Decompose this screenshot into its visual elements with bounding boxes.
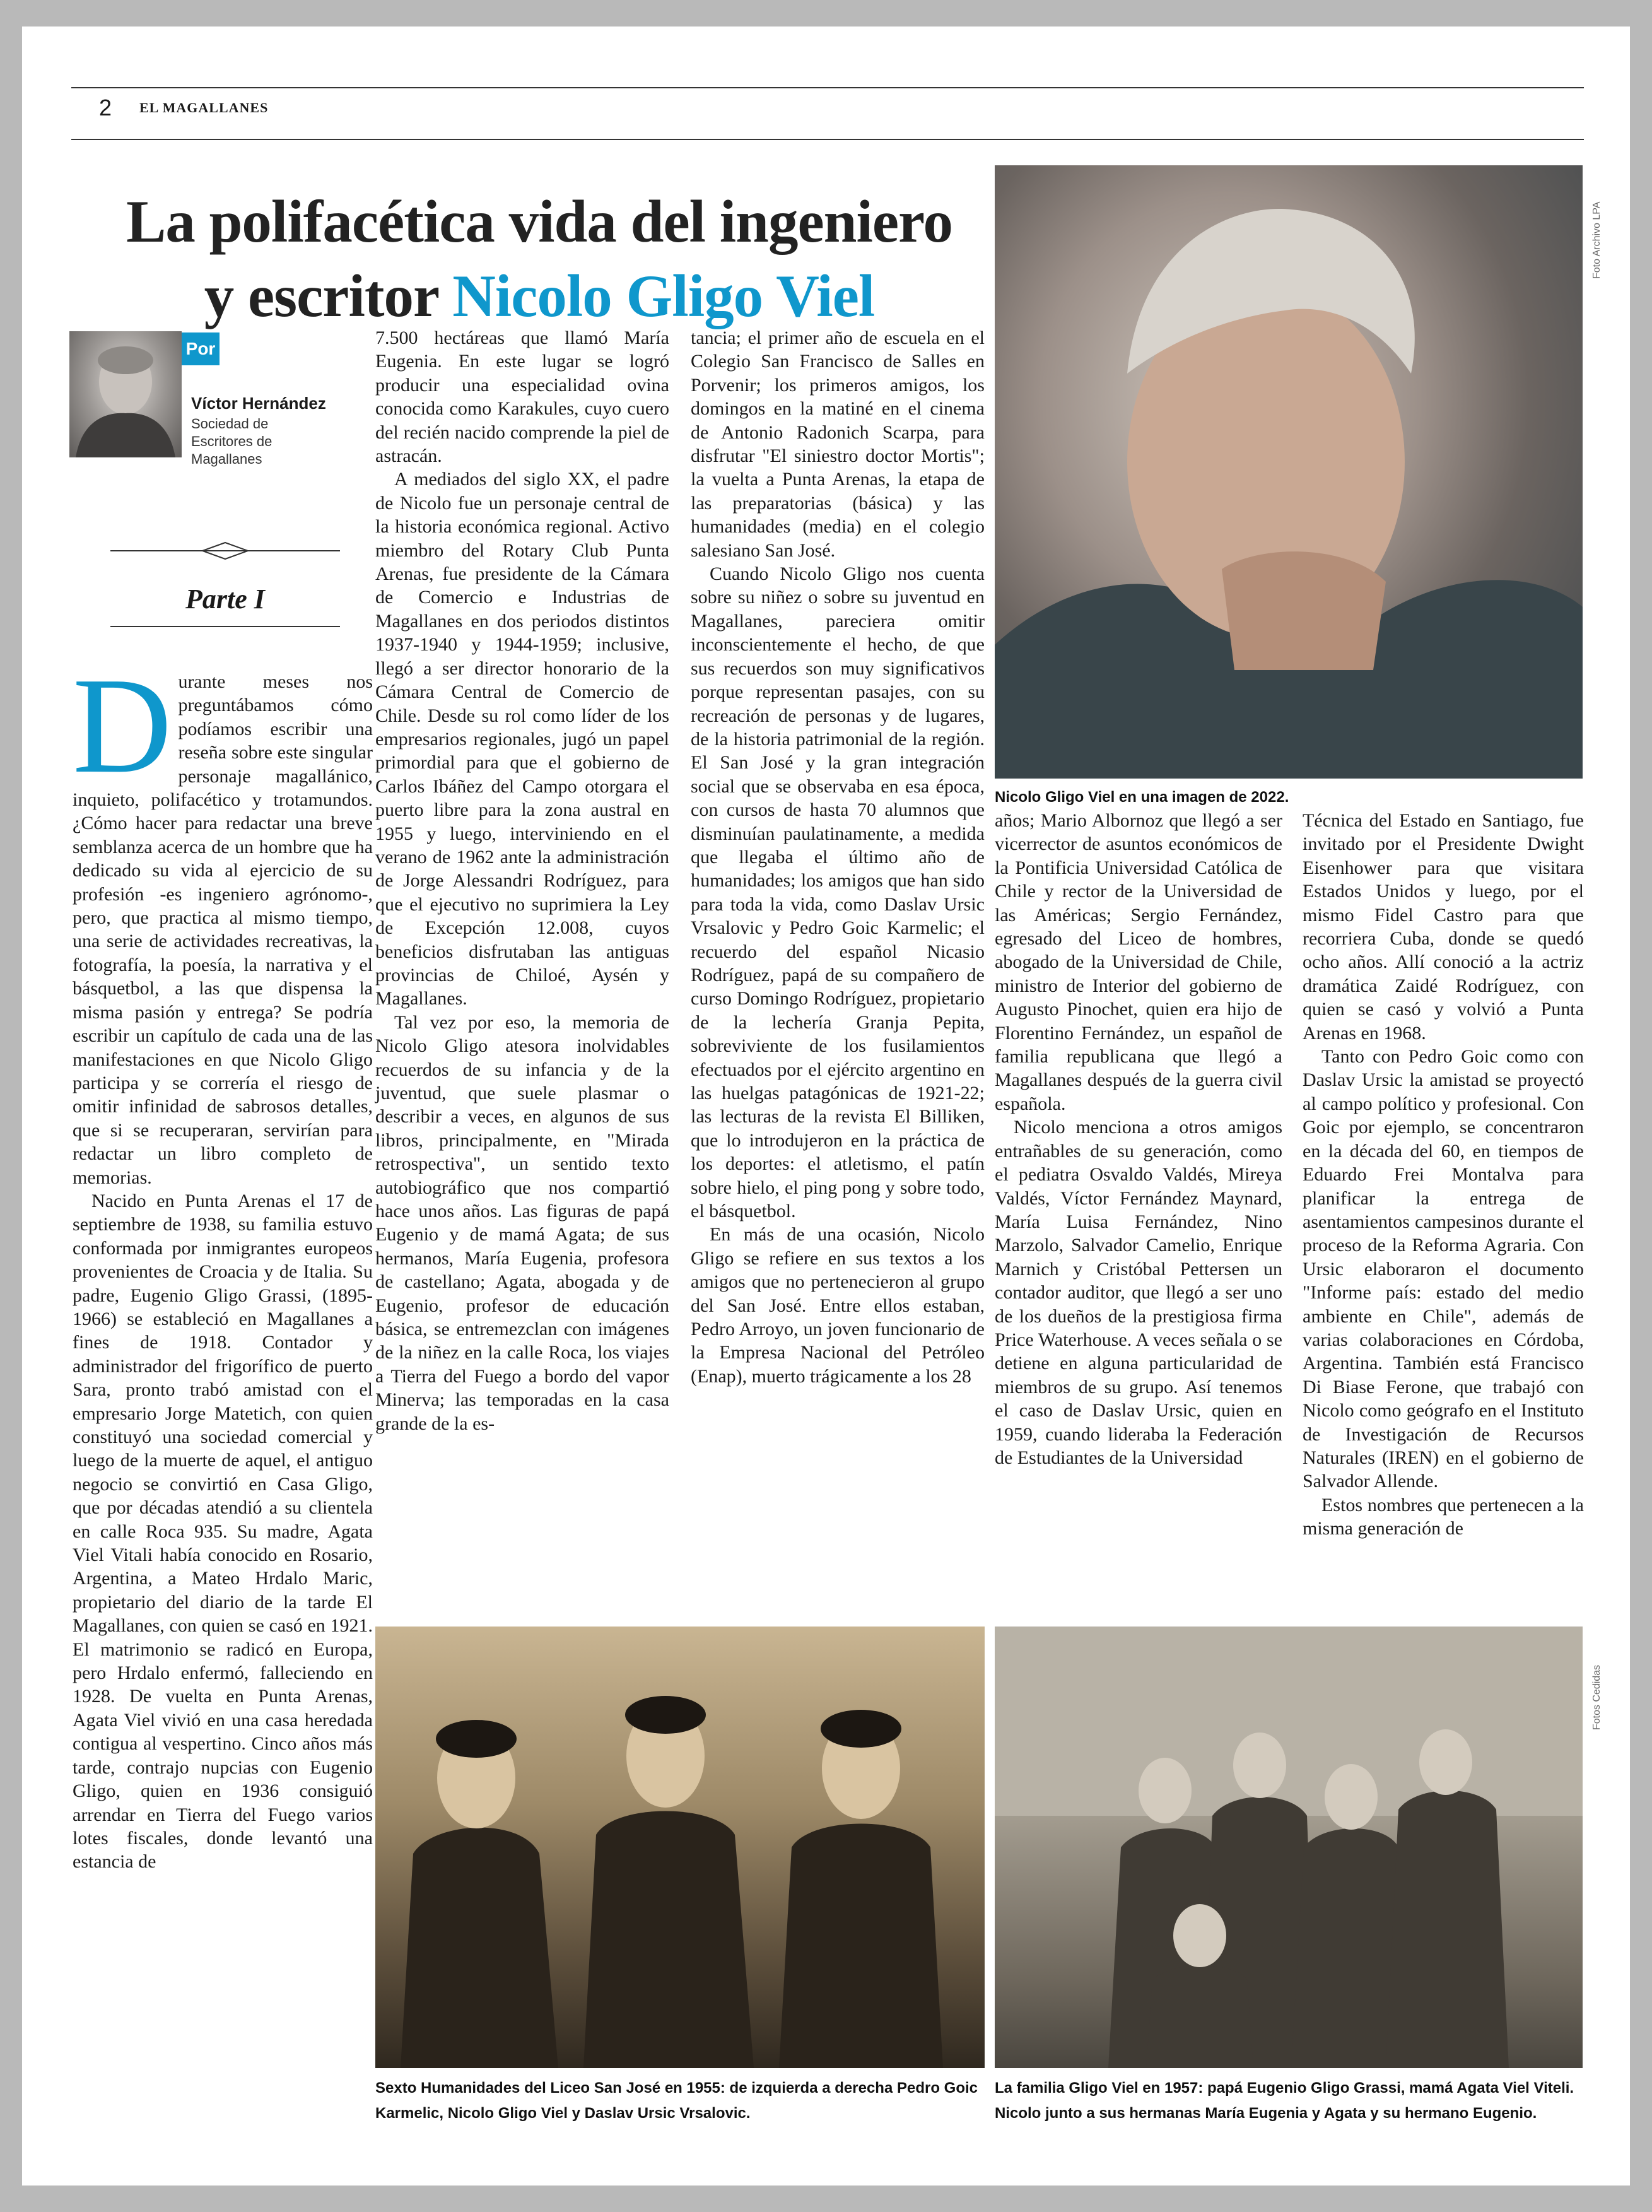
paragraph: Cuando Nicolo Gligo nos cuenta sobre su niñez o sobre su juventud en Magallanes, pareciera omitir inconscientemente el hecho, de que sus recuerdos son muy significativos porque representan pasajes, con su recreación de personas y de lugares, de la historia patrimonial de la región. El San José y la gran integración social que se observaba en esa época, con cursos de hasta 70 alumnos que disminuían paulatinamente, a medida que llegaba el último año de humanidades; los amigos que han sido para toda la vida, como Daslav Ursic Vrsalovic y Pedro Goic Karmelic; el recuerdo del español Nicasio Rodríguez, papá de su compañero de curso Domingo Rodríguez, propietario de la lechería Granja Pepita, sobreviviente de los fusilamientos efectuados por el ejército argentino en las huelgas patagónicas de 1921-22; las lecturas de la revista El Billiken, que lo introdujeron en la práctica de los deportes: el atletismo, el patín sobre hielo, el ping pong y sobre todo, el básquetbol. (691, 563, 985, 1222)
section-label-box (104, 531, 346, 638)
ornament-icon (200, 540, 250, 562)
family-photo-credit: Fotos Cedidas (1591, 1664, 1602, 1730)
author-affiliation: Sociedad de Escritores de Magallanes (191, 416, 272, 467)
headline (73, 184, 1006, 333)
section-label: Parte I (185, 584, 265, 615)
headline-line-2 (73, 259, 1006, 333)
article-column-3 (691, 326, 985, 1388)
newspaper-page (22, 26, 1630, 2186)
article-column-4 (995, 809, 1282, 1469)
paragraph: Durante meses nos preguntábamos cómo podíamos escribir una reseña sobre este singular personaje magallánico, inquieto, polifacético y trotamundos. ¿Cómo hacer para redactar una breve semblanza acerca de un hombre que ha dedicado su vida al ejercicio de su profesión -es ingeniero agrónomo-, pero, que practica al mismo tiempo, una serie de actividades recreativas, la fotografía, la poesía, la narrativa y el básquetbol, a las que dispensa la misma pasión y entrega? Se podría escribir un capítulo de cada una de las manifestaciones en que Nicolo Gligo participa y se correría el riesgo de omitir infinidad de sabrosos detalles, que si se recuperaran, servirían para redactar un libro completo de memorias. (73, 650, 373, 1188)
group-photo (375, 1627, 985, 2068)
article-column-2 (375, 326, 669, 1435)
paragraph: Tanto con Pedro Goic como con Daslav Ursic la amistad se proyectó al campo político y profesional. Con Goic por ejemplo, se concentraron en la década del 60, en tiempos de Eduardo Frei Montalva para planificar la entrega de asentamientos campesinos durante el proceso de la Reforma Agraria. Con Ursic elaboraron el documento "Informe país: estado del medio ambiente en Chile", además de varias colaboraciones en Córdoba, Argentina. También está Francisco Di Biase Ferone, que trabajó con Nicolo como geógrafo en el Instituto de Investigación de Recursos Naturales (IREN) en el gobierno de Salvador Allende. (1303, 1046, 1584, 1492)
paragraph: Técnica del Estado en Santiago, fue invitado por el Presidente Dwight Eisenhower para que visitara Estados Unidos y luego, por el mismo Fidel Castro para que recorriera Cuba, donde se quedó ocho años. Allí conoció a la actriz dramática Zaidé Rodríguez, con quien se casó y volvió a Punta Arenas en 1968. (1303, 810, 1584, 1044)
author-photo (69, 331, 182, 457)
paragraph: tancia; el primer año de escuela en el Colegio San Francisco de Salles en Porvenir; los primeros amigos, los domingos en la matiné en el cinema de Antonio Radonich Scarpa, para disfrutar "El siniestro doctor Mortis"; la vuelta a Punta Arenas, la etapa de las preparatorias (básica) y las humanidades (media) en el colegio salesiano San José. (691, 327, 985, 561)
paragraph: Estos nombres que pertenecen a la misma generación de (1303, 1494, 1584, 1539)
paragraph: Nacido en Punta Arenas el 17 de septiembre de 1938, su familia estuvo conformada por inmigrantes europeos provenientes de Croacia y de Italia. Su padre, Eugenio Gligo Grassi, (1895-1966) se estableció en Magallanes a fines de 1918. Contador y administrador del frigorífico de puerto Sara, pronto trabó amistad con el empresario Jorge Matetich, con quien constituyó una sociedad comercial y luego de la muerte de aquel, el antiguo negocio se convirtió en Casa Gligo, que por décadas atendió a su clientela en calle Roca 935. Su madre, Agata Viel Vitali había conocido en Rosario, Argentina, a Mateo Hrdalo Maric, propietario del diario de la tarde El Magallanes, con quien se casó en 1921. El matrimonio se radicó en Europa, pero Hrdalo enfermó, falleciendo en 1928. De vuelta en Punta Arenas, Agata Viel vivió en una casa heredada contigua al vespertino. Cinco años más tarde, contrajo nupcias con Eugenio Gligo, quien en 1936 consiguió arrendar en Tierra del Fuego varios lotes fiscales, donde levantó una estancia de (73, 1190, 373, 1873)
header-rule-bottom (71, 139, 1584, 140)
headline-prefix: y escritor (204, 262, 438, 329)
header-rule-top (71, 87, 1584, 88)
headline-line-1: La polifacética vida del ingeniero (126, 188, 952, 255)
family-photo-caption: La familia Gligo Viel en 1957: papá Eugenio Gligo Grassi, mamá Agata Viel Viteli. Nicolo junto a sus hermanas María Eugenia y Agata y su hermano Eugenio. (995, 2080, 1574, 2122)
paragraph: Nicolo menciona a otros amigos entrañables de su generación, como el pediatra Osvaldo Valdés, Mireya Valdés, Víctor Fernández Maynard, María Luisa Fernández, Nino Marzolo, Salvador Camelio, Enrique Marnich y Cristóbal Pettersen un contador auditor, que llegó a ser uno de los dueños de la prestigiosa firma Price Waterhouse. A veces señala o se detiene en alguna particularidad de miembros de su grupo. Así tenemos el caso de Daslav Ursic, quien en 1959, cuando lideraba la Federación de Estudiantes de la Universidad (995, 1117, 1282, 1468)
section-rule-bottom (110, 626, 340, 627)
paragraph: En más de una ocasión, Nicolo Gligo se refiere en sus textos a los amigos que no pertenecieron al grupo del San José. Entre ellos estaban, Pedro Arroyo, un joven funcionario de la Empresa Nacional del Petróleo (Enap), muerto trágicamente a los 28 (691, 1224, 985, 1387)
article-column-1 (73, 650, 373, 1874)
author-name: Víctor Hernández (191, 394, 326, 413)
paragraph: Tal vez por eso, la memoria de Nicolo Gligo atesora inolvidables recuerdos de su infancia y de la juventud, que suele plasmar o describir a veces, en algunos de sus libros, principalmente, en "Mirada retrospectiva", un sentido texto autobiográfico que nos compartió hace unos años. Las figuras de papá Eugenio y de mamá Agata; de sus hermanos, María Eugenia, profesora de castellano; Agata, abogada y de Eugenio, profesor de educación básica, se entremezclan con imágenes de la niñez en la calle Roca, los viajes a Tierra del Fuego a bordo del vapor Minerva; las temporadas en la casa grande de la es- (375, 1011, 669, 1434)
newspaper-name: EL MAGALLANES (139, 100, 269, 115)
portrait-photo (995, 165, 1583, 779)
portrait-photo-caption: Nicolo Gligo Viel en una imagen de 2022. (995, 789, 1289, 806)
headline-name: Nicolo Gligo Viel (452, 262, 875, 329)
dropcap: D (73, 650, 172, 802)
portrait-photo-credit: Foto Archivo LPA (1591, 201, 1602, 279)
paragraph: 7.500 hectáreas que llamó María Eugenia. En este lugar se logró producir una especialidad ovina conocida como Karakules, cuyo cuero del recién nacido comprende la piel de astracán. (375, 327, 669, 467)
group-photo-caption: Sexto Humanidades del Liceo San José en 1955: de izquierda a derecha Pedro Goic Karmelic, Nicolo Gligo Viel y Daslav Ursic Vrsalovic. (375, 2080, 978, 2122)
family-photo (995, 1627, 1583, 2068)
paragraph: años; Mario Albornoz que llegó a ser vicerrector de asuntos económicos de la Pontificia Universidad Católica de Chile y rector de la Universidad de las Américas; Sergio Fernández, egresado del Liceo de hombres, abogado de la Universidad de Chile, ministro de Interior del gobierno de Augusto Pinochet, quien era hijo de Florentino Fernández, un español de familia republicana que llegó a Magallanes después de la guerra civil española. (995, 810, 1282, 1114)
page-number: 2 (99, 95, 112, 121)
paragraph: A mediados del siglo XX, el padre de Nicolo fue un personaje central de la historia económica regional. Activo miembro del Rotary Club Punta Arenas, fue presidente de la Cámara de Comercio e Industrias de Magallanes en dos periodos distintos 1937-1940 y 1944-1959; inclusive, llegó a ser director honorario de la Cámara Central de Comercio de Chile. Desde su rol como líder de los empresarios regionales, jugó un papel primordial para que el gobierno de Carlos Ibáñez del Campo otorgara el puerto libre para la zona austral en 1955 y luego, interviniendo en el verano de 1962 ante la administración de Jorge Alessandri Rodríguez, para que el ejecutivo no suprimiera la Ley de Excepción 12.008, cuyos beneficios disfrutaban las antiguas provincias de Chiloé, Aysén y Magallanes. (375, 469, 669, 1009)
byline-tag: Por (182, 332, 220, 365)
article-column-5 (1303, 809, 1584, 1541)
